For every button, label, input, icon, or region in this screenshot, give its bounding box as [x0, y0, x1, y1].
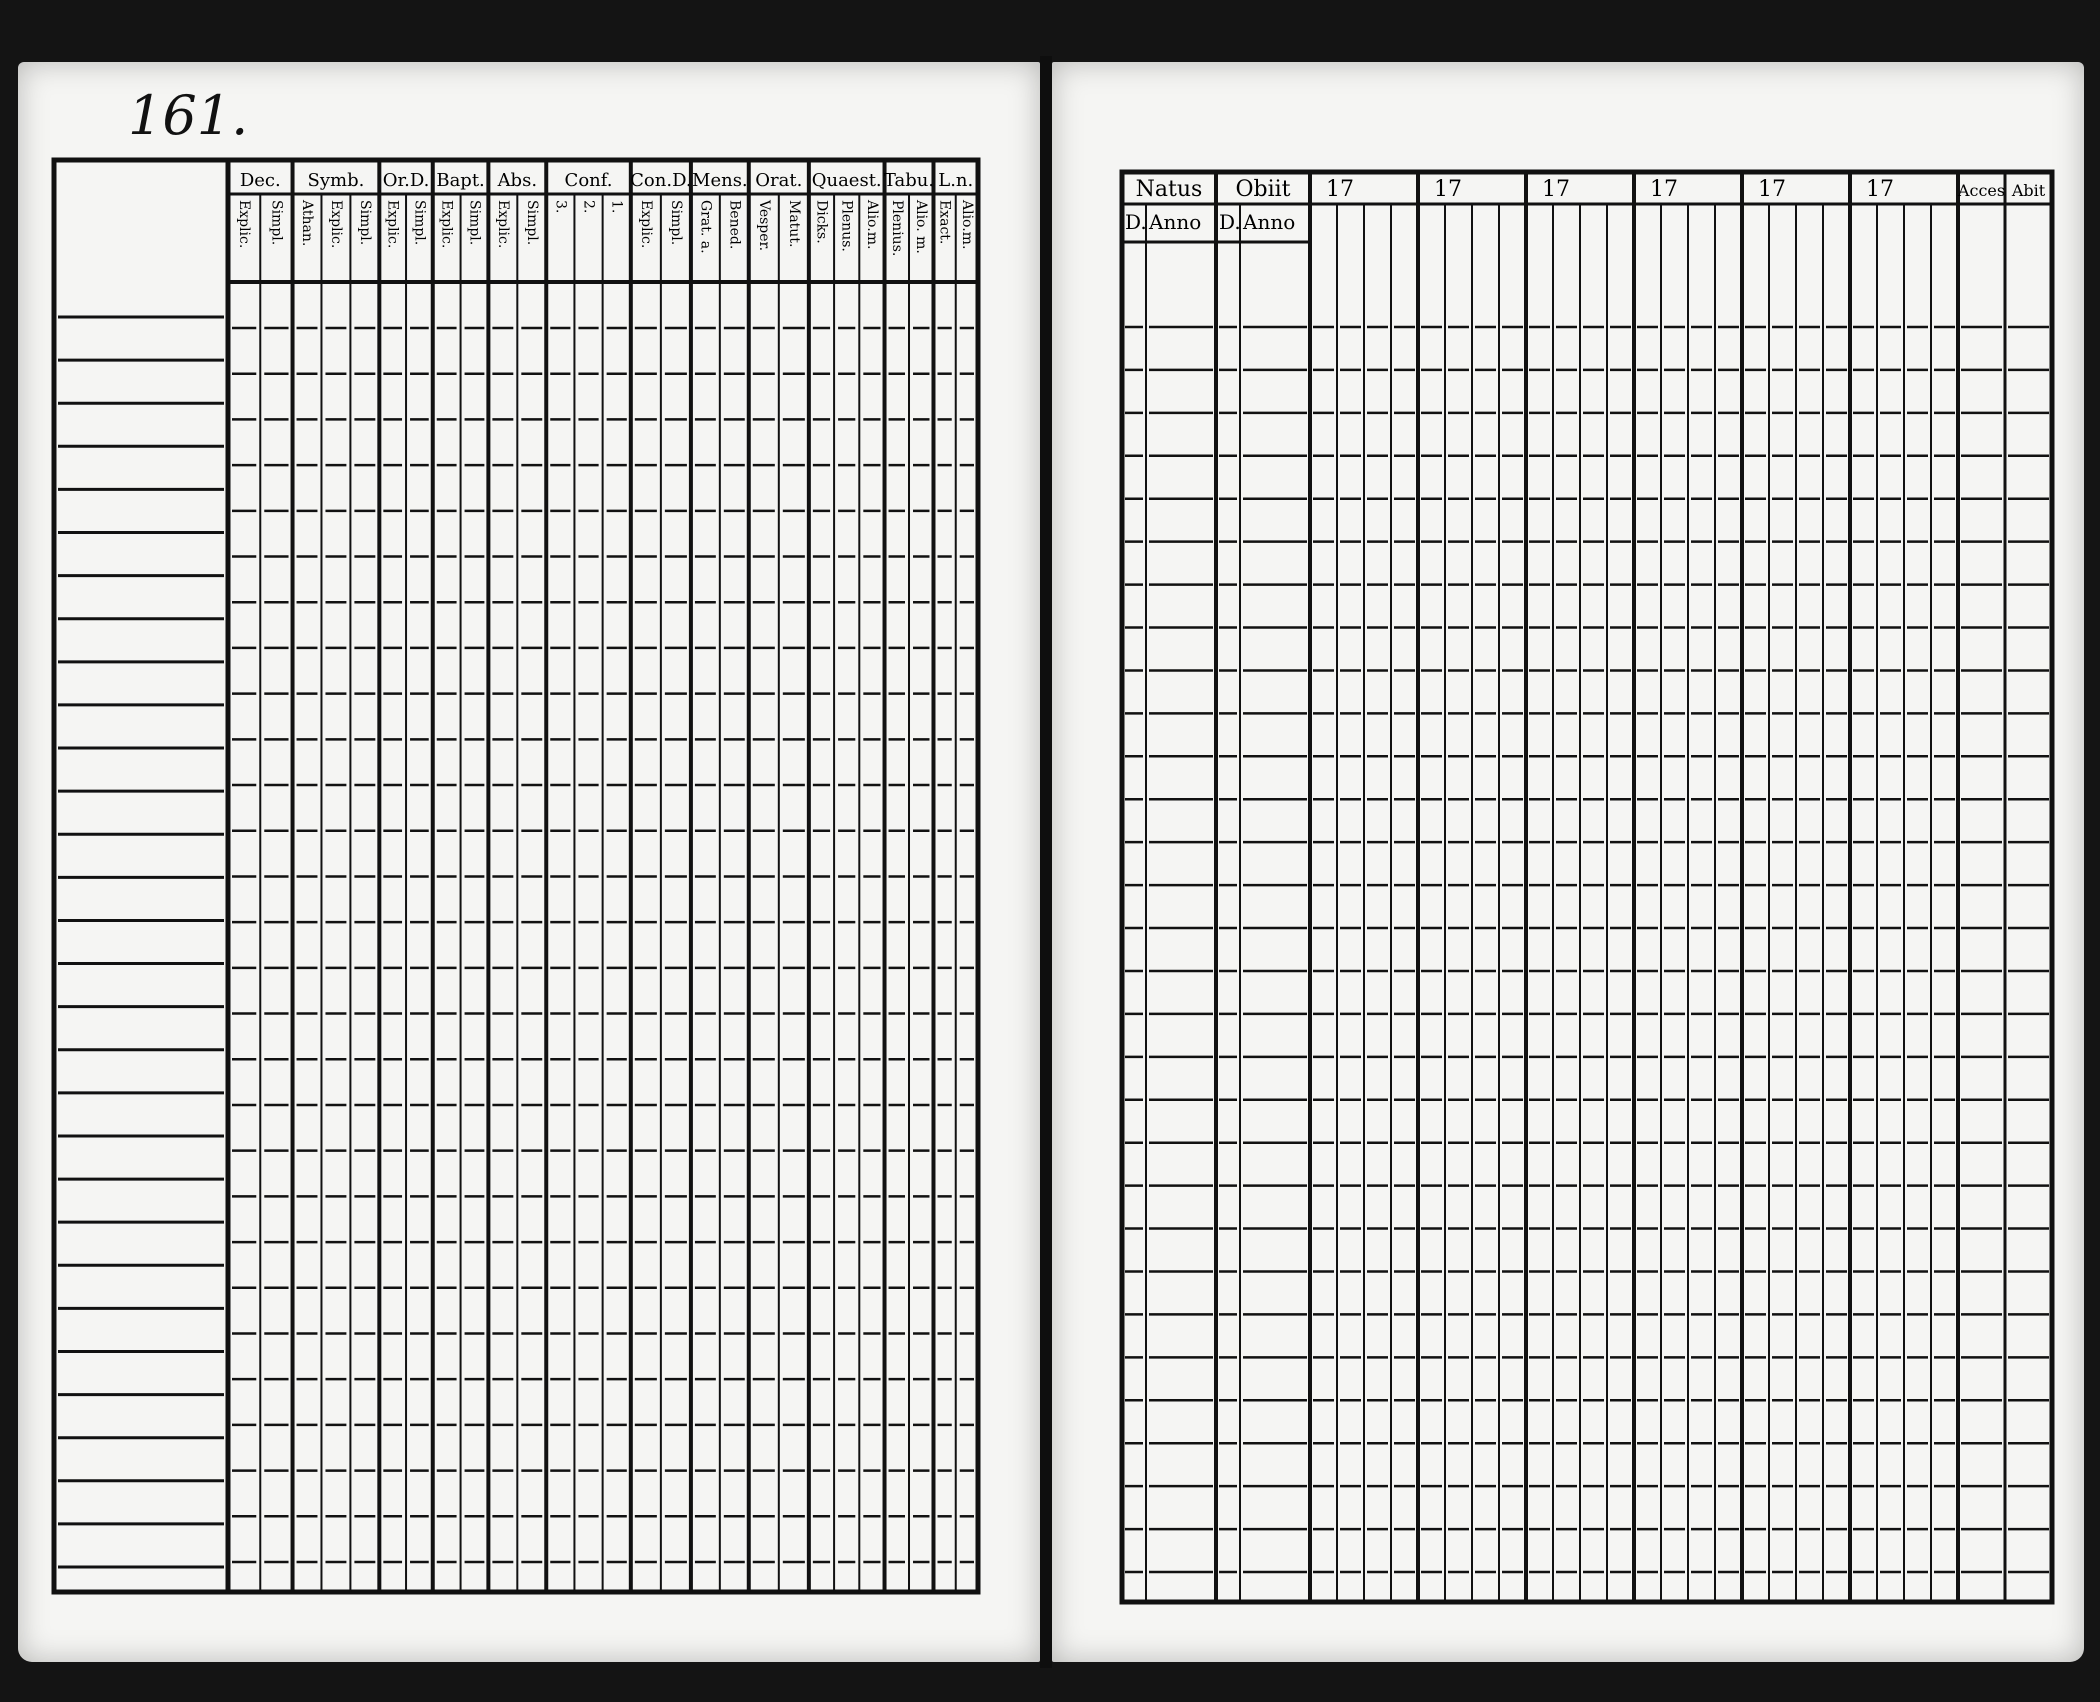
column-group-title: Mens.	[692, 170, 748, 191]
column-sub-label: D.	[1125, 210, 1147, 234]
column-sub-label: Explic.	[494, 200, 511, 249]
column-sub-label: Alio.m.	[863, 200, 880, 250]
column-sub-label: Simpl.	[667, 200, 684, 246]
column-sub-label: Vesper.	[755, 200, 772, 252]
book-spine	[1040, 56, 1052, 1668]
column-sub-label: D.	[1219, 210, 1241, 234]
column-group-title: Tabu.	[883, 170, 935, 191]
column-group-title: Quaest.	[811, 170, 882, 191]
column-sub-label: Explic.	[236, 200, 253, 249]
column-sub-label: Dicks.	[813, 200, 830, 244]
year-header: 17	[1650, 177, 1678, 202]
left-register-table	[18, 62, 1040, 1662]
column-sub-label: 2.	[580, 200, 597, 214]
year-header: 17	[1434, 177, 1462, 202]
column-sub-label: Simpl.	[411, 200, 428, 246]
column-sub-label: Plenus.	[838, 200, 855, 252]
table-border	[1122, 172, 2052, 1602]
column-sub-label: Simpl.	[466, 200, 483, 246]
page-number: 161.	[128, 84, 249, 147]
column-group-title: Abs.	[497, 170, 538, 191]
column-group-title: Obiit	[1235, 177, 1291, 202]
right-register-table	[1052, 62, 2084, 1662]
column-sub-label: Simpl.	[523, 200, 540, 246]
column-sub-label: Athan.	[299, 200, 316, 247]
column-sub-label: Anno	[1243, 210, 1296, 234]
year-header: 17	[1758, 177, 1786, 202]
column-sub-label: Plenius.	[888, 200, 905, 257]
column-sub-label: Simpl.	[268, 200, 285, 246]
column-sub-label: Bened.	[726, 200, 743, 250]
column-header: Abit	[2011, 181, 2046, 200]
year-header: 17	[1326, 177, 1354, 202]
column-sub-label: 1.	[608, 200, 625, 214]
column-group-title: Or.D.	[382, 170, 430, 191]
column-sub-label: Exact.	[936, 200, 953, 245]
year-header: 17	[1542, 177, 1570, 202]
column-group-title: L.n.	[938, 170, 974, 191]
right-page	[1052, 62, 2084, 1662]
column-sub-label: Alio.m.	[958, 200, 975, 250]
column-sub-label: Grat. a.	[697, 200, 714, 254]
left-page	[18, 62, 1040, 1662]
column-sub-label: Anno	[1149, 210, 1202, 234]
column-header: Acces	[1957, 181, 2006, 200]
column-group-title: Orat.	[755, 170, 803, 191]
column-sub-label: 3.	[552, 200, 569, 214]
column-sub-label: Alio. m.	[913, 200, 930, 254]
column-sub-label: Explic.	[327, 200, 344, 249]
column-sub-label: Simpl.	[356, 200, 373, 246]
column-sub-label: Explic.	[438, 200, 455, 249]
column-group-title: Dec.	[239, 170, 281, 191]
year-header: 17	[1866, 177, 1894, 202]
column-sub-label: Explic.	[637, 200, 654, 249]
column-sub-label: Matut.	[785, 200, 802, 248]
column-group-title: Symb.	[307, 170, 365, 191]
column-group-title: Con.D.	[630, 170, 692, 191]
column-group-title: Bapt.	[436, 170, 485, 191]
column-group-title: Natus	[1135, 177, 1203, 202]
column-sub-label: Explic.	[384, 200, 401, 249]
column-group-title: Conf.	[564, 170, 613, 191]
